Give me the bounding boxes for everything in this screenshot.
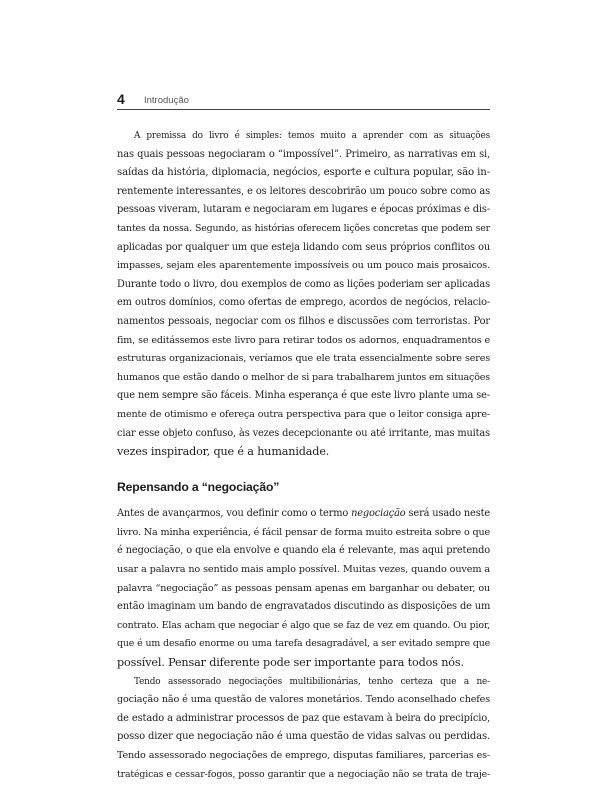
text-line: fim, se editássemos este livro para retirar todos os adornos, enquadramentos e xyxy=(117,334,490,346)
text-line: A premissa do livro é simples: temos muito a aprender com as situações xyxy=(134,131,490,141)
text-line: Tendo assessorado negociações de emprego, disputas familiares, parcerias es- xyxy=(117,750,490,761)
running-header xyxy=(117,91,490,110)
text-line: que nem sempre são fáceis. Minha esperança é que este livro plante uma se- xyxy=(117,390,490,402)
text-line: contrato. Elas acham que negociar é algo que se faz de vez em quando. Ou pior, xyxy=(117,619,490,631)
text-line: vezes inspirador, que é a humanidade. xyxy=(117,445,330,459)
text-line: usar a palavra no sentido mais amplo possível. Muitas vezes, quando ouvem a xyxy=(117,564,490,576)
text-line: ciar esse objeto confuso, às vezes decepcionante ou até irritante, mas muitas xyxy=(117,427,490,439)
chapter-title: Introdução xyxy=(144,95,189,106)
text-line: pessoas viveram, lutaram e negociaram em lugares e épocas próximas e dis- xyxy=(117,204,491,216)
text-line: estruturas organizacionais, veríamos que ele trata essencialmente sobre seres xyxy=(117,353,490,365)
text-line: é negociação, o que ela envolve e quando ela é relevante, mas aqui pretendo xyxy=(117,545,490,557)
body-text xyxy=(117,127,490,784)
text-line: possível. Pensar diferente pode ser importante para todos nós. xyxy=(117,656,464,670)
text-line: então imaginam um bando de engravatados discutindo as disposições de um xyxy=(117,601,491,613)
text-line: impasses, sejam eles aparentemente impossíveis ou um pouco mais prosaicos. xyxy=(117,260,490,272)
text-line: humanos que estão dando o melhor de si para trabalharem juntos em situações xyxy=(117,371,490,383)
paragraph-premise xyxy=(117,127,490,462)
page-number: 4 xyxy=(117,91,125,107)
text-line: de estado a administrar processos de paz que estavam à beira do precipício, xyxy=(117,712,490,724)
text-line: Antes de avançarmos, vou definir como o termo negociação será usado neste xyxy=(117,508,491,520)
text-line: em outros domínios, como ofertas de emprego, acordos de negócios, relacio- xyxy=(117,297,490,309)
text-line: Tendo assessorado negociações multibilionárias, tenho certeza que a ne- xyxy=(134,676,490,687)
text-line: palavra “negociação” as pessoas pensam apenas em barganhar ou debater, ou xyxy=(117,582,490,594)
section-heading: Repensando a “negociação” xyxy=(117,479,280,494)
text-line: que é um desafio enorme ou uma tarefa desagradável, a ser evitado sempre que xyxy=(117,638,490,650)
text-line: Durante todo o livro, dou exemplos de como as lições poderiam ser aplicadas xyxy=(117,278,491,290)
text-line: posso dizer que negociação não é uma questão de vidas salvas ou perdidas. xyxy=(117,731,491,743)
text-line: aplicadas por qualquer um que esteja lidando com seus próprios conflitos ou xyxy=(117,241,490,253)
paragraph-definition xyxy=(117,505,490,672)
text-line: tantes da nossa. Segundo, as histórias oferecem lições concretas que podem ser xyxy=(117,222,490,234)
text-line: mente de otimismo e ofereça outra perspectiva para que o leitor consiga apre- xyxy=(117,408,490,420)
text-line: saídas da história, diplomacia, negócios, esporte e cultura popular, são in- xyxy=(117,167,490,179)
text-line: namentos pessoais, negociar com os filhos e discussões com terroristas. Por xyxy=(117,315,490,327)
text-line: nas quais pessoas negociaram o “impossível”. Primeiro, as narrativas em si, xyxy=(117,148,490,160)
text-line: rentemente interessantes, e os leitores descobrirão um pouco sobre como as xyxy=(117,185,490,197)
text-line: gociação não é uma questão de valores monetários. Tendo aconselhado chefes xyxy=(117,694,490,706)
text-line: livro. Na minha experiência, é fácil pensar de forma muito estreita sobre o que xyxy=(117,526,491,538)
text-line: tratégicas e cessar-fogos, posso garantir que a negociação não se trata de traje- xyxy=(117,768,490,780)
paragraph-experience xyxy=(117,673,490,785)
